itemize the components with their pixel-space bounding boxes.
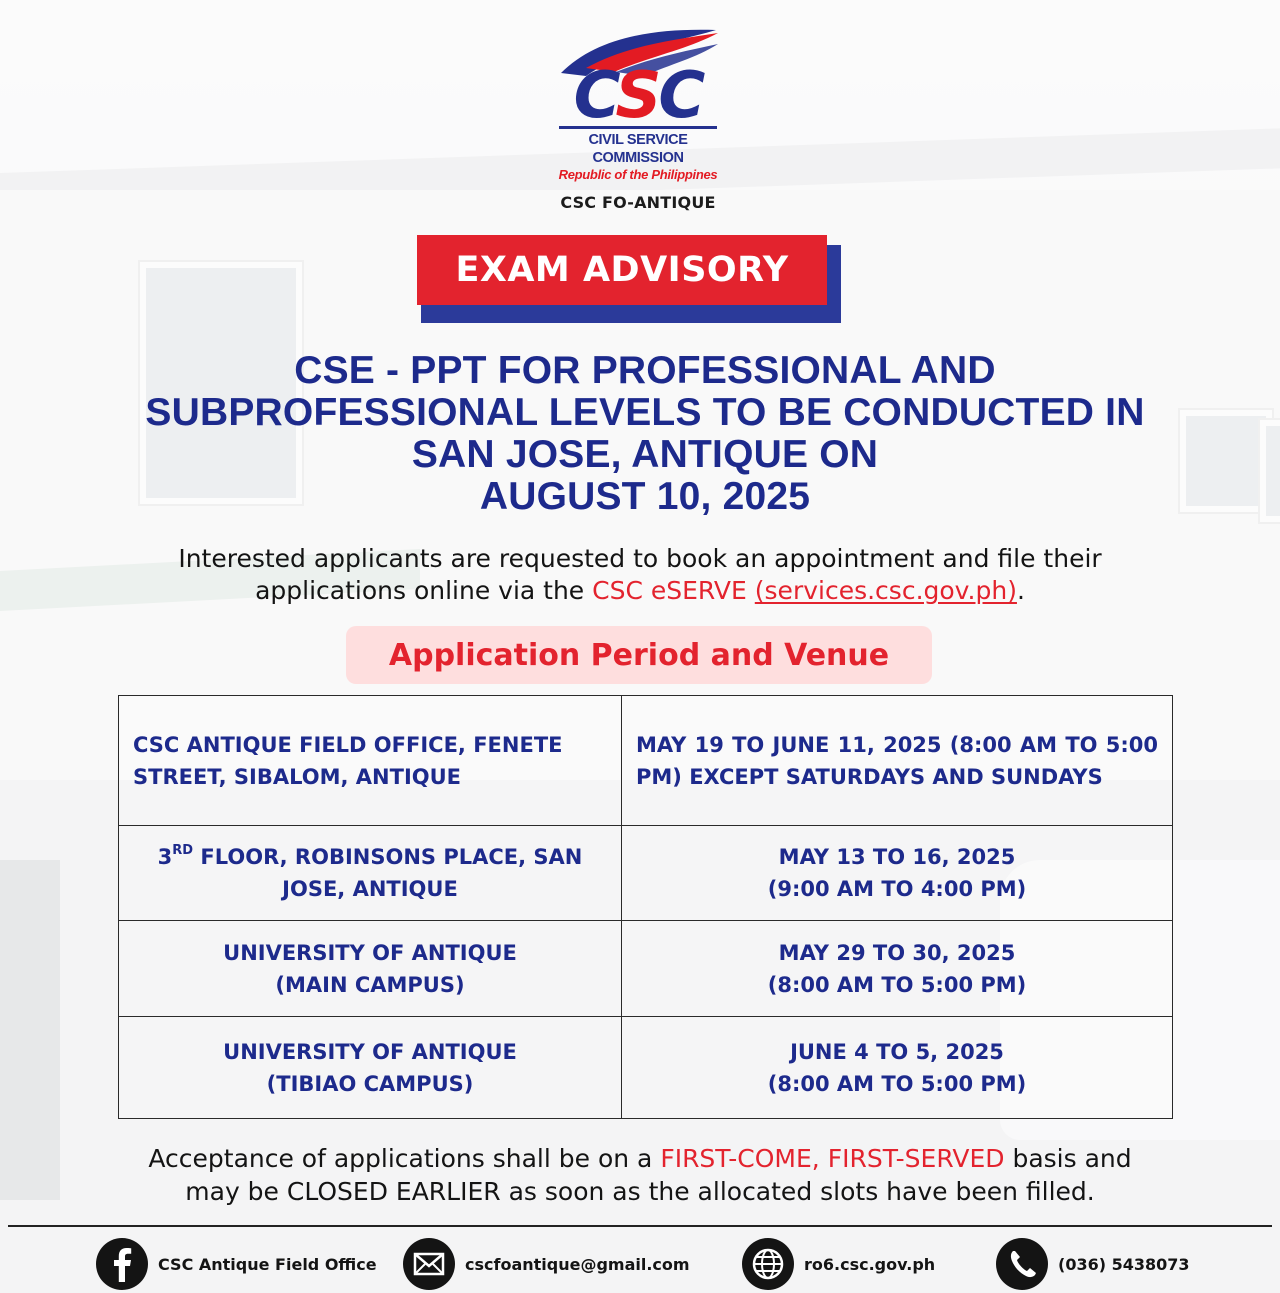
exam-advisory-badge	[417, 235, 843, 323]
acceptance-note: Acceptance of applications shall be on a FIRST-COME, FIRST-SERVED basis and may be CLOSED EARLIER as soon as the allocated slots have been filled.	[148, 1144, 1132, 1206]
email-address: cscfoantique@gmail.com	[465, 1254, 690, 1274]
footer-website[interactable]	[742, 1236, 935, 1292]
period-cell: MAY 19 TO JUNE 11, 2025 (8:00 AM TO 5:00 PM) EXCEPT SATURDAYS AND SUNDAYS	[622, 696, 1173, 826]
period-cell: MAY 13 TO 16, 2025 (9:00 AM TO 4:00 PM)	[622, 826, 1173, 921]
headline-line-4: AUGUST 10, 2025	[479, 475, 811, 518]
website-url: ro6.csc.gov.ph	[804, 1254, 936, 1274]
facebook-icon	[96, 1238, 148, 1290]
table-row	[119, 921, 1173, 1017]
phone-number: (036) 5438073	[1058, 1254, 1190, 1274]
csc-wordmark: CSC	[573, 59, 703, 133]
intro-line-2: applications online via the	[255, 576, 593, 605]
first-come-highlight: FIRST-COME, FIRST-SERVED	[660, 1144, 1005, 1173]
intro-line-1: Interested applicants are requested to book an appointment and file their	[178, 544, 1102, 573]
headline-line-1: CSE - PPT FOR PROFESSIONAL AND	[294, 349, 996, 392]
headline-line-2: SUBPROFESSIONAL LEVELS TO BE CONDUCTED IN	[145, 391, 1145, 434]
table-row	[119, 696, 1173, 826]
logo-commission-name: CIVIL SERVICE COMMISSION	[588, 132, 688, 166]
footer	[0, 1236, 1280, 1293]
venue-cell: 3RD FLOOR, ROBINSONS PLACE, SAN JOSE, ANTIQUE	[119, 826, 622, 921]
logo-country: Republic of the Philippines	[558, 167, 718, 182]
office-name: CSC FO-ANTIQUE	[560, 193, 716, 212]
section-title: Application Period and Venue	[346, 626, 932, 684]
venue-cell: CSC ANTIQUE FIELD OFFICE, FENETE STREET, SIBALOM, ANTIQUE	[119, 696, 622, 826]
period-cell: JUNE 4 TO 5, 2025 (8:00 AM TO 5:00 PM)	[622, 1017, 1173, 1119]
table-row	[119, 1017, 1173, 1119]
phone-icon	[996, 1238, 1048, 1290]
venue-cell: UNIVERSITY OF ANTIQUE (MAIN CAMPUS)	[119, 921, 622, 1017]
csc-logo	[553, 28, 723, 212]
period-cell: MAY 29 TO 30, 2025 (8:00 AM TO 5:00 PM)	[622, 921, 1173, 1017]
envelope-icon	[403, 1238, 455, 1290]
venue-cell: UNIVERSITY OF ANTIQUE (TIBIAO CAMPUS)	[119, 1017, 622, 1119]
eserve-link[interactable]: (services.csc.gov.ph)	[754, 576, 1017, 605]
badge-label: EXAM ADVISORY	[417, 235, 827, 305]
headline	[100, 350, 1190, 518]
eserve-label: CSC eSERVE	[592, 576, 747, 605]
headline-line-3: SAN JOSE, ANTIQUE ON	[411, 433, 879, 476]
footer-facebook[interactable]	[96, 1236, 377, 1292]
footer-divider	[8, 1225, 1272, 1227]
globe-icon	[742, 1238, 794, 1290]
table-row	[119, 826, 1173, 921]
intro-paragraph: Interested applicants are requested to book an appointment and file their applications online via the CSC eSERVE (services.csc.gov.ph).	[178, 544, 1102, 605]
footer-email[interactable]	[403, 1236, 690, 1292]
venue-table	[118, 695, 1173, 1119]
facebook-page-name: CSC Antique Field Office	[158, 1254, 377, 1274]
footer-phone[interactable]	[996, 1236, 1190, 1292]
